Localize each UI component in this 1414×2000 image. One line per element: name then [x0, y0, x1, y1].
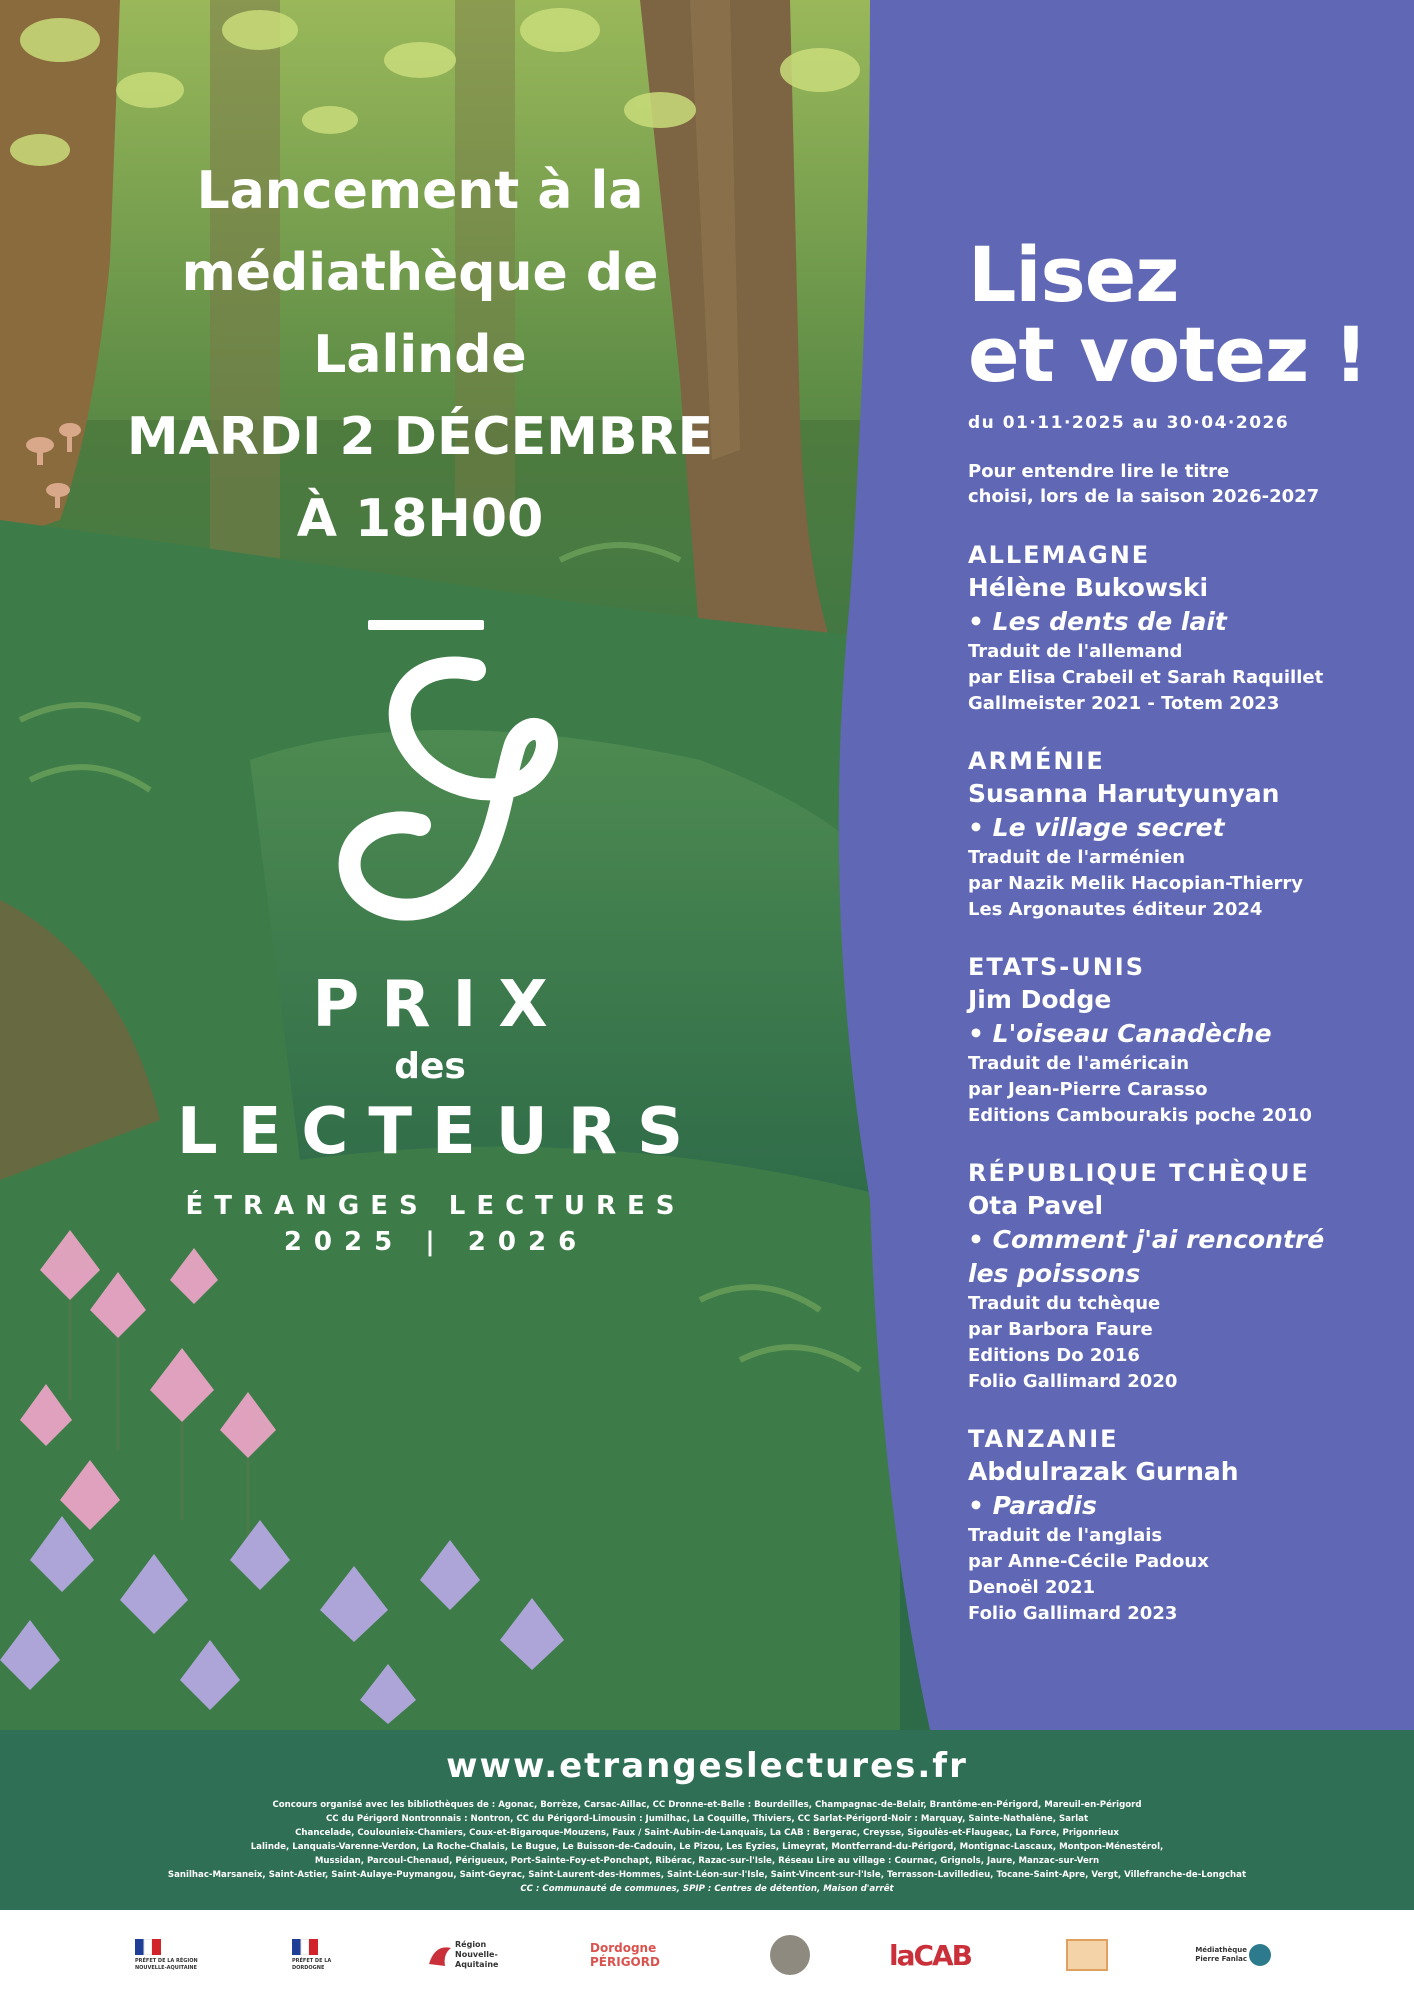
headline-line-2: et votez !	[968, 310, 1368, 399]
book-title: • L'oiseau Canadèche	[968, 1019, 1272, 1048]
launch-time: À 18H00	[296, 489, 544, 549]
credits-line: Concours organisé avec les bibliothèques de : Agonac, Borrèze, Carsac-Aillac, CC Dronne-et-Belle : Bourdeilles, Champagnac-de-Belair, Brantôme-en-Périgord, Mareuil-en-Périgord	[272, 1800, 1142, 1810]
book-entry	[968, 745, 1388, 923]
panel-intro	[968, 459, 1388, 509]
book-title: • Le village secret	[968, 813, 1225, 842]
book-author: Abdulrazak Gurnah	[968, 1457, 1239, 1486]
lacab-label: laCAB	[888, 1938, 972, 1972]
book-country: TANZANIE	[968, 1425, 1119, 1453]
launch-announcement	[100, 150, 740, 560]
book-detail: Folio Gallimard 2023	[968, 1603, 1178, 1624]
partner-logos	[0, 1910, 1414, 2000]
library-partner-logo	[1062, 1932, 1112, 1978]
book-detail: Les Argonautes éditeur 2024	[968, 899, 1263, 920]
circle-partner-logo	[765, 1932, 815, 1978]
credits-line: Mussidan, Parcoul-Chenaud, Périgueux, Port-Sainte-Foy-et-Ponchapt, Ribérac, Razac-sur-l'Isle, Réseau Lire au village : Cournac, Grignols, Jaure, Manzac-sur-Vern	[314, 1856, 1100, 1866]
logo-etranges-lectures: ÉTRANGES LECTURES	[185, 1191, 686, 1221]
book-author: Hélène Bukowski	[968, 573, 1209, 602]
credits-line: Sanilhac-Marsaneix, Saint-Astier, Saint-Aulaye-Puymangou, Saint-Geyrac, Saint-Laurent-des-Hommes, Saint-Léon-sur-l'Isle, Saint-Vincent-sur-l'Isle, Terrasson-Lavilledieu, Tocane-Saint-Apre, Vergt, Villefranche-de-Longchat	[167, 1870, 1247, 1880]
book-author: Jim Dodge	[968, 985, 1112, 1014]
book-country: ALLEMAGNE	[968, 541, 1151, 569]
book-entry	[968, 951, 1388, 1129]
mediatheque-label: Médiathèque Pierre Fanlac	[1195, 1946, 1247, 1963]
book-detail: par Barbora Faure	[968, 1319, 1153, 1340]
book-country: ARMÉNIE	[968, 747, 1105, 775]
launch-line-2: médiathèque de	[181, 243, 659, 303]
prefet-dordogne-label: PRÉFET DE LA DORDOGNE	[292, 1957, 332, 1971]
book-title-continued: les poissons	[968, 1259, 1141, 1288]
badge-icon	[1065, 1936, 1109, 1974]
logo-season: 2025 | 2026	[283, 1227, 589, 1257]
book-entry	[968, 1423, 1388, 1627]
logo-des: des	[394, 1046, 466, 1087]
region-logo	[420, 1932, 520, 1978]
credits-line: Chancelade, Coulounieix-Chamiers, Coux-et-Bigaroque-Mouzens, Faux / Saint-Aubin-de-Lanquais, La CAB : Bergerac, Creysse, Sigoulès-et-Flaugeac, La Force, Prigonrieux	[295, 1828, 1119, 1838]
logo-macron-bar	[368, 620, 484, 630]
book-detail: Editions Do 2016	[968, 1345, 1140, 1366]
voting-period: du 01·11·2025 au 30·04·2026	[968, 413, 1290, 433]
region-label: Région Nouvelle-Aquitaine	[455, 1940, 499, 1969]
book-detail: par Anne-Cécile Padoux	[968, 1551, 1209, 1572]
prefet-region-label: PRÉFET DE LA RÉGION NOUVELLE-AQUITAINE	[135, 1957, 198, 1971]
book-detail: Traduit de l'arménien	[968, 847, 1186, 868]
intro-line-2: choisi, lors de la saison 2026-2027	[968, 486, 1320, 507]
mediatheque-mark-icon	[1247, 1942, 1273, 1968]
region-mark-icon	[425, 1940, 455, 1970]
book-author: Ota Pavel	[968, 1191, 1104, 1220]
book-detail: par Jean-Pierre Carasso	[968, 1079, 1208, 1100]
website-link[interactable]: www.etrangeslectures.fr	[446, 1746, 968, 1786]
mediatheque-logo	[1180, 1932, 1280, 1978]
dordogne-label: Dordogne PÉRIGORD	[590, 1941, 660, 1969]
book-detail: Gallmeister 2021 - Totem 2023	[968, 693, 1280, 714]
ampersand-logo-icon	[300, 650, 600, 950]
book-entry	[968, 1157, 1388, 1395]
book-title: • Les dents de lait	[968, 607, 1227, 636]
book-entry	[968, 539, 1388, 717]
round-seal-icon	[768, 1933, 812, 1977]
french-flag-icon	[135, 1939, 161, 1955]
launch-line-3: Lalinde	[313, 325, 527, 385]
book-country: ETATS-UNIS	[968, 953, 1146, 981]
info-panel	[968, 230, 1388, 1627]
logo-prix: PRIX	[312, 968, 570, 1042]
headline-line-1: Lisez	[968, 230, 1179, 319]
book-detail: Folio Gallimard 2020	[968, 1371, 1178, 1392]
intro-line-1: Pour entendre lire le titre	[968, 461, 1230, 482]
prefet-dordogne-logo	[292, 1932, 362, 1978]
footer-band	[0, 1730, 1414, 1910]
launch-date: MARDI 2 DÉCEMBRE	[126, 407, 714, 467]
book-detail: Editions Cambourakis poche 2010	[968, 1105, 1312, 1126]
credits-line: Lalinde, Lanquais-Varenne-Verdon, La Roche-Chalais, Le Bugue, Le Buisson-de-Cadouin, Le Pizou, Les Eyzies, Limeyrat, Montferrand-du-Périgord, Montignac-Lascaux, Montpon-Ménestérol,	[250, 1842, 1164, 1852]
logo-lecteurs: LECTEURS	[176, 1095, 704, 1169]
partner-libraries	[30, 1798, 1384, 1896]
dordogne-logo	[590, 1932, 685, 1978]
book-detail: par Elisa Crabeil et Sarah Raquillet	[968, 667, 1324, 688]
book-detail: par Nazik Melik Hacopian-Thierry	[968, 873, 1304, 894]
panel-headline	[968, 230, 1388, 399]
lacab-logo	[890, 1932, 970, 1978]
book-detail: Denoël 2021	[968, 1577, 1096, 1598]
book-country: RÉPUBLIQUE TCHÈQUE	[968, 1159, 1310, 1187]
launch-line-1: Lancement à la	[196, 161, 644, 221]
book-title: • Paradis	[968, 1491, 1097, 1520]
prix-des-lecteurs-logo	[150, 970, 710, 1260]
book-detail: Traduit du tchèque	[968, 1293, 1161, 1314]
book-author: Susanna Harutyunyan	[968, 779, 1280, 808]
book-title: • Comment j'ai rencontré	[968, 1225, 1325, 1254]
book-detail: Traduit de l'américain	[968, 1053, 1190, 1074]
book-detail: Traduit de l'anglais	[968, 1525, 1163, 1546]
prefet-region-logo	[135, 1932, 215, 1978]
credits-legend: CC : Communauté de communes, SPIP : Centres de détention, Maison d'arrêt	[520, 1884, 894, 1894]
book-detail: Traduit de l'allemand	[968, 641, 1183, 662]
french-flag-icon	[292, 1939, 318, 1955]
credits-line: CC du Périgord Nontronnais : Nontron, CC du Périgord-Limousin : Jumilhac, La Coquille, Thiviers, CC Sarlat-Périgord-Noir : Marquay, Sainte-Nathalène, Sarlat	[325, 1814, 1089, 1824]
